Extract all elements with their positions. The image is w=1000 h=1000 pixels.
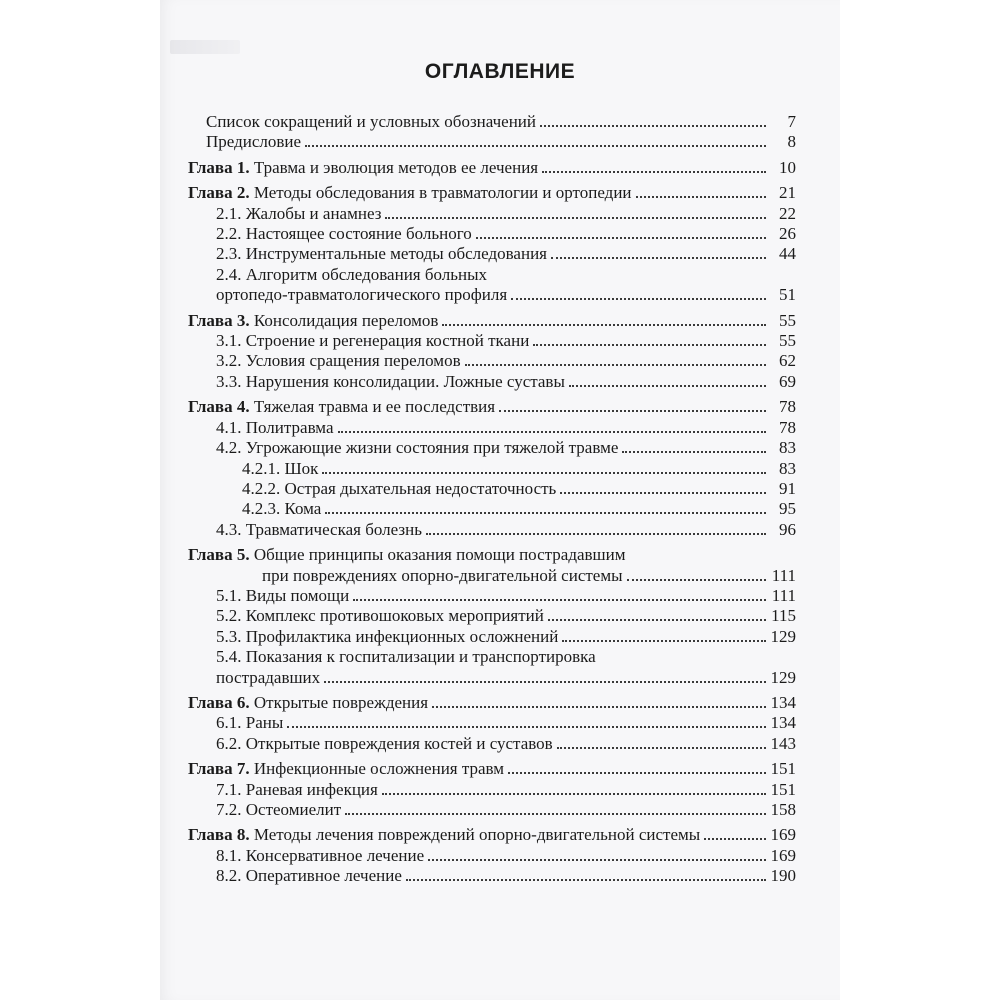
dot-leader xyxy=(557,747,766,749)
dot-leader xyxy=(428,859,766,861)
toc-entry-title: Тяжелая травма и ее последствия xyxy=(253,397,496,417)
toc-page-number: 69 xyxy=(779,371,796,391)
toc-chapter-entry xyxy=(188,397,796,417)
dot-leader xyxy=(569,385,766,387)
toc-page-number: 158 xyxy=(770,800,796,819)
dot-leader xyxy=(382,793,766,795)
dot-leader xyxy=(345,813,766,815)
toc-entry-title: 4.1. Политравма xyxy=(216,417,334,437)
toc-section-entry xyxy=(188,606,796,626)
toc-page-number: 91 xyxy=(779,478,796,498)
dot-leader xyxy=(426,533,766,535)
toc-page-number: 8 xyxy=(787,132,796,152)
toc-section-entry xyxy=(188,586,796,606)
dot-leader xyxy=(322,472,766,474)
toc-section-entry xyxy=(188,846,796,866)
toc-entry-title: 5.4. Показания к госпитализации и транспортировка xyxy=(216,647,596,667)
toc-page-number: 111 xyxy=(771,585,796,605)
toc-section-entry xyxy=(188,520,796,540)
toc-entry-title: 3.3. Нарушения консолидации. Ложные суставы xyxy=(216,371,565,391)
toc-entry-title: 2.3. Инструментальные методы обследования xyxy=(216,244,547,264)
toc-entry-title: 5.1. Виды помощи xyxy=(216,585,350,605)
toc-entry-title: 4.2.1. Шок xyxy=(242,458,319,478)
toc-entry-title: Методы лечения повреждений опорно-двигательной системы xyxy=(253,825,701,845)
toc-entry-title: Травма и эволюция методов ее лечения xyxy=(253,157,539,177)
toc-chapter-entry xyxy=(188,825,796,845)
dot-leader xyxy=(385,217,766,219)
dot-leader xyxy=(540,125,766,127)
toc-section-entry xyxy=(188,132,796,152)
toc-page-number: 51 xyxy=(779,285,796,305)
toc-chapter-label: Глава 7. xyxy=(188,759,250,779)
toc-chapter-entry xyxy=(188,693,796,713)
toc-page-number: 83 xyxy=(779,458,796,478)
toc-chapter-label: Глава 4. xyxy=(188,397,250,417)
toc-entry-title: Консолидация переломов xyxy=(253,310,439,330)
toc-entry-title: пострадавших xyxy=(216,667,321,687)
table-of-contents xyxy=(188,112,796,887)
toc-section-entry xyxy=(188,734,796,754)
dot-leader xyxy=(442,324,766,326)
toc-entry-title: Инфекционные осложнения травм xyxy=(253,759,505,779)
dot-leader xyxy=(508,772,766,774)
toc-chapter-label: Глава 3. xyxy=(188,310,250,330)
page-title: ОГЛАВЛЕНИЕ xyxy=(424,60,576,83)
dot-leader xyxy=(551,257,766,259)
dot-leader xyxy=(542,171,766,173)
toc-section-entry xyxy=(188,627,796,647)
toc-entry-title: 4.2.3. Кома xyxy=(242,499,322,519)
toc-chapter-label: Глава 1. xyxy=(188,157,250,177)
dot-leader xyxy=(511,298,766,300)
dot-leader xyxy=(627,579,766,581)
toc-page-number: 129 xyxy=(770,626,796,646)
toc-page-number: 7 xyxy=(787,112,796,131)
dot-leader xyxy=(325,512,766,514)
toc-page-number: 134 xyxy=(770,713,796,733)
toc-entry-title: 4.2. Угрожающие жизни состояния при тяжелой травме xyxy=(216,438,619,458)
dot-leader xyxy=(406,879,766,881)
toc-section-entry xyxy=(188,204,796,224)
toc-entry-title: Список сокращений и условных обозначений xyxy=(206,112,537,131)
toc-section-entry xyxy=(188,479,796,499)
toc-page-number: 10 xyxy=(779,157,796,177)
toc-chapter-entry xyxy=(188,759,796,779)
toc-entry-title: 2.2. Настоящее состояние больного xyxy=(216,224,472,244)
bleed-through-header xyxy=(170,40,240,54)
dot-leader xyxy=(636,196,766,198)
toc-section-entry xyxy=(188,351,796,371)
toc-entry-title: 3.1. Строение и регенерация костной ткани xyxy=(216,331,530,351)
toc-page-number: 169 xyxy=(770,845,796,865)
dot-leader xyxy=(560,492,766,494)
toc-section-entry xyxy=(188,499,796,519)
toc-page-number: 111 xyxy=(771,565,796,585)
dot-leader xyxy=(305,145,766,147)
toc-section-entry xyxy=(188,780,796,800)
toc-chapter-label: Глава 2. xyxy=(188,183,250,203)
toc-entry-title: 6.1. Раны xyxy=(216,713,284,733)
toc-entry-title: Открытые повреждения xyxy=(253,692,429,712)
toc-entry-title: Общие принципы оказания помощи пострадавшим xyxy=(253,545,626,565)
toc-entry-title: ортопедо-травматологического профиля xyxy=(216,285,508,305)
toc-entry-title: Методы обследования в травматологии и ортопедии xyxy=(253,183,632,203)
dot-leader xyxy=(338,431,767,433)
toc-page-number: 95 xyxy=(779,499,796,519)
toc-page-number: 169 xyxy=(770,825,796,845)
toc-entry-title: 2.1. Жалобы и анамнез xyxy=(216,203,382,223)
toc-page-number: 96 xyxy=(779,519,796,539)
toc-entry-title: 8.2. Оперативное лечение xyxy=(216,866,402,886)
toc-chapter-entry xyxy=(188,545,796,586)
toc-page-number: 83 xyxy=(779,438,796,458)
toc-page-number: 151 xyxy=(770,779,796,799)
dot-leader xyxy=(465,364,766,366)
dot-leader xyxy=(476,237,766,239)
toc-section-entry xyxy=(188,713,796,733)
toc-section-entry xyxy=(188,438,796,458)
toc-chapter-entry xyxy=(188,183,796,203)
dot-leader xyxy=(704,838,766,840)
toc-entry-title: 5.3. Профилактика инфекционных осложнений xyxy=(216,626,559,646)
toc-page-number: 62 xyxy=(779,351,796,371)
toc-entry-title: 4.3. Травматическая болезнь xyxy=(216,519,422,539)
toc-entry-title: 6.2. Открытые повреждения костей и суставов xyxy=(216,733,553,753)
dot-leader xyxy=(324,681,766,683)
toc-section-entry xyxy=(188,800,796,820)
toc-section-entry xyxy=(188,647,796,688)
toc-chapter-label: Глава 6. xyxy=(188,692,250,712)
toc-section-entry xyxy=(188,418,796,438)
toc-section-entry xyxy=(188,331,796,351)
toc-entry-title: 3.2. Условия сращения переломов xyxy=(216,351,461,371)
toc-entry-title: 7.2. Остеомиелит xyxy=(216,800,342,819)
toc-page-number: 21 xyxy=(779,183,796,203)
toc-page-number: 78 xyxy=(779,397,796,417)
dot-leader xyxy=(499,410,766,412)
dot-leader xyxy=(287,726,766,728)
toc-page-number: 190 xyxy=(770,866,796,886)
toc-entry-title: 7.1. Раневая инфекция xyxy=(216,779,378,799)
toc-chapter-label: Глава 5. xyxy=(188,545,250,565)
dot-leader xyxy=(432,706,766,708)
toc-entry-title: Предисловие xyxy=(206,132,302,152)
toc-page-number: 22 xyxy=(779,203,796,223)
toc-chapter-label: Глава 8. xyxy=(188,825,250,845)
dot-leader xyxy=(353,599,766,601)
toc-page-number: 134 xyxy=(770,692,796,712)
toc-entry-title: при повреждениях опорно-двигательной системы xyxy=(262,565,623,585)
toc-section-entry xyxy=(188,112,796,132)
toc-entry-title: 8.1. Консервативное лечение xyxy=(216,845,425,865)
dot-leader xyxy=(533,344,766,346)
toc-page-number: 115 xyxy=(771,606,796,626)
toc-page-number: 55 xyxy=(779,331,796,351)
dot-leader xyxy=(548,619,766,621)
toc-section-entry xyxy=(188,244,796,264)
toc-section-entry xyxy=(188,866,796,886)
toc-entry-title: 2.4. Алгоритм обследования больных xyxy=(216,264,488,284)
dot-leader xyxy=(622,451,766,453)
toc-page-number: 55 xyxy=(779,310,796,330)
toc-entry-title: 5.2. Комплекс противошоковых мероприятий xyxy=(216,606,544,626)
toc-chapter-entry xyxy=(188,311,796,331)
toc-page-number: 26 xyxy=(779,224,796,244)
toc-section-entry xyxy=(188,265,796,306)
toc-entry-title: 4.2.2. Острая дыхательная недостаточность xyxy=(242,478,557,498)
toc-page-number: 78 xyxy=(779,417,796,437)
dot-leader xyxy=(562,640,766,642)
toc-section-entry xyxy=(188,459,796,479)
toc-page-number: 129 xyxy=(770,667,796,687)
toc-page-number: 143 xyxy=(770,733,796,753)
toc-section-entry xyxy=(188,224,796,244)
toc-page-number: 151 xyxy=(770,759,796,779)
toc-page-number: 44 xyxy=(779,244,796,264)
toc-section-entry xyxy=(188,372,796,392)
toc-chapter-entry xyxy=(188,158,796,178)
